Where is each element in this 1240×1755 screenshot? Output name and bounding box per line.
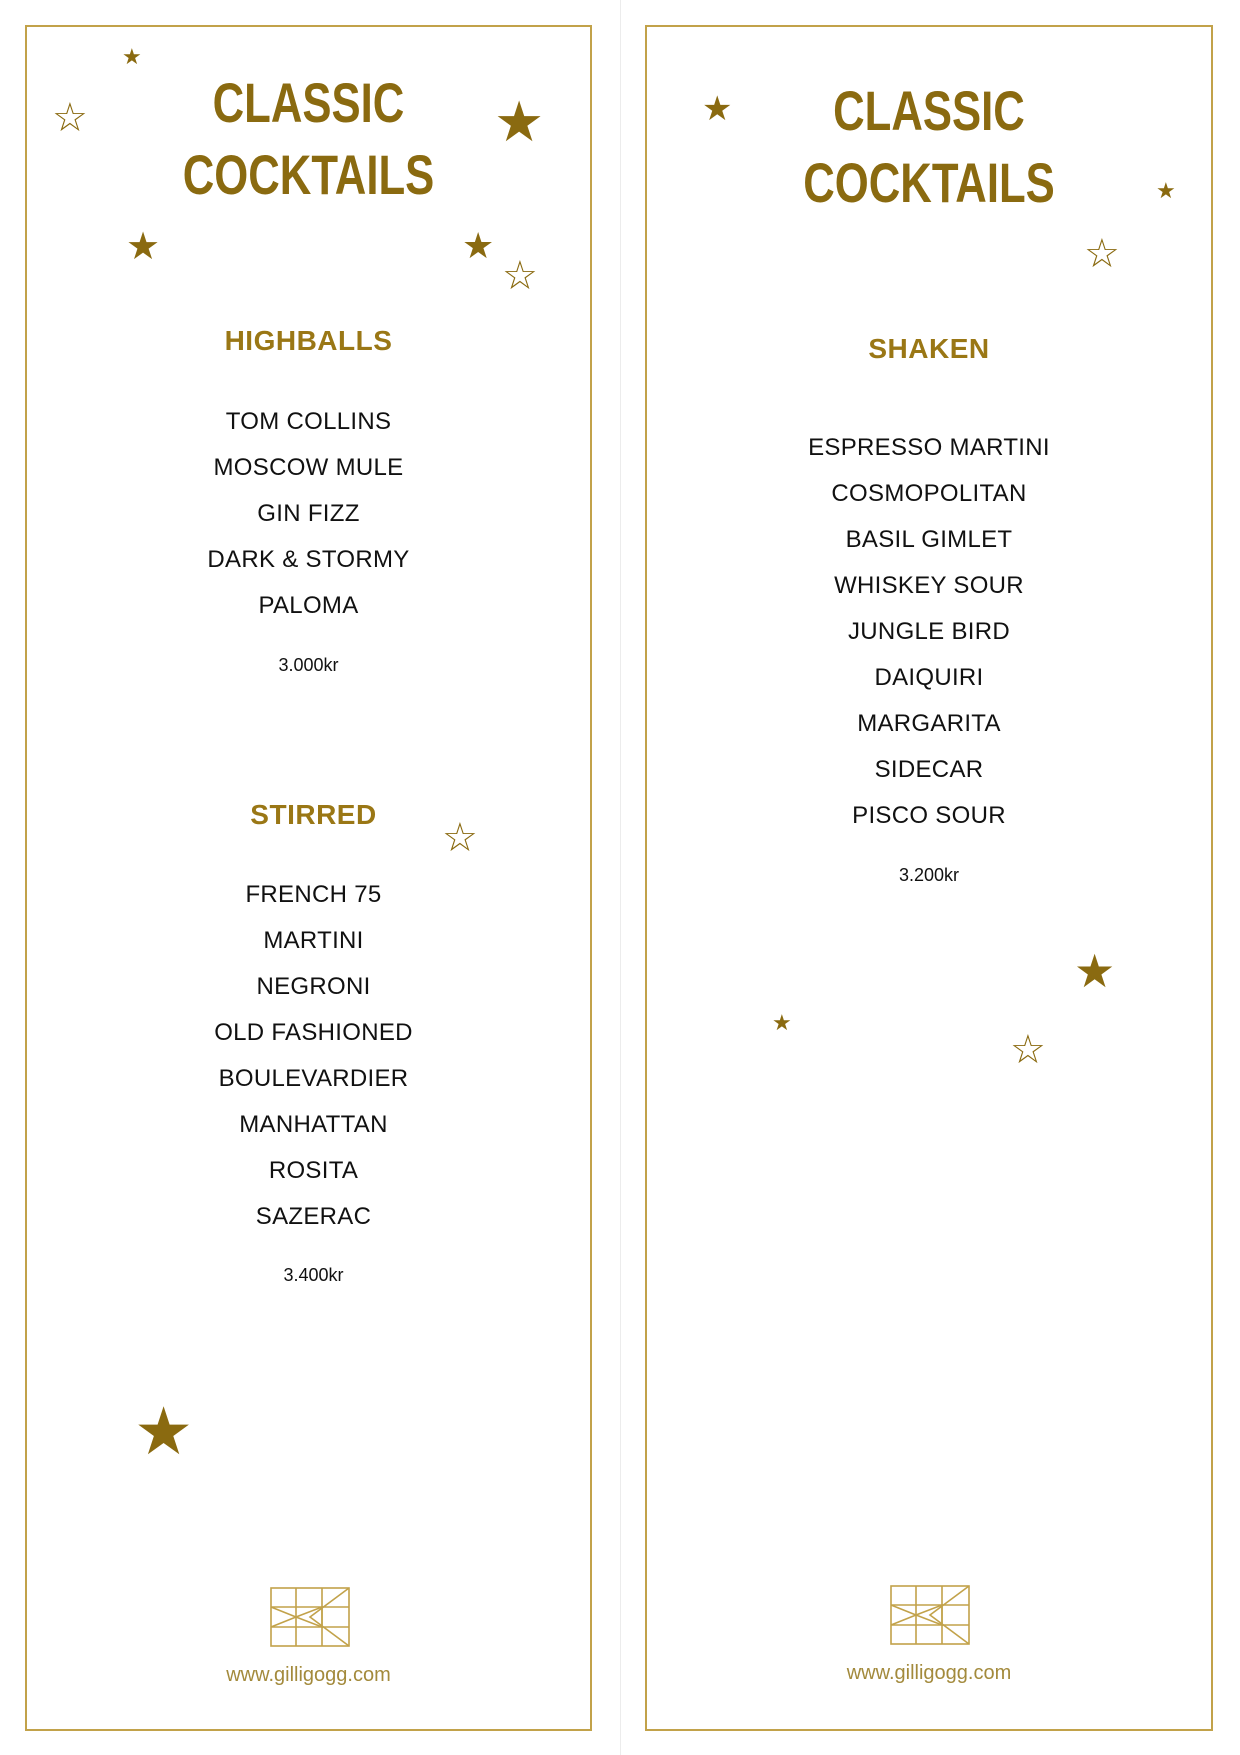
website-url: www.gilligogg.com xyxy=(846,1662,1012,1684)
menu-title-line2: COCKTAILS xyxy=(803,151,1055,214)
star-filled-icon: ★ xyxy=(494,90,545,153)
star-outline-icon: ☆ xyxy=(1084,232,1120,276)
star-outline-icon: ☆ xyxy=(1010,1028,1046,1072)
star-filled-icon: ★ xyxy=(702,90,733,128)
list-item: BOULEVARDIER xyxy=(218,1065,409,1092)
list-item: MARGARITA xyxy=(857,710,1001,737)
star-filled-icon: ★ xyxy=(122,44,142,69)
gilligogg-logo-icon xyxy=(270,1587,350,1647)
star-filled-icon: ★ xyxy=(1156,178,1176,203)
list-item: DAIQUIRI xyxy=(874,664,984,691)
star-filled-icon: ★ xyxy=(126,226,161,268)
star-outline-icon: ☆ xyxy=(502,254,538,298)
list-item: MOSCOW MULE xyxy=(213,454,404,481)
list-item: PALOMA xyxy=(258,592,359,619)
shaken-list xyxy=(647,425,1211,839)
list-item: TOM COLLINS xyxy=(225,408,392,435)
star-filled-icon: ★ xyxy=(462,225,495,266)
list-item: DARK & STORMY xyxy=(207,546,410,573)
star-filled-icon: ★ xyxy=(1074,945,1116,997)
list-item: PISCO SOUR xyxy=(852,802,1006,829)
price-stirred: 3.400kr xyxy=(283,1265,344,1285)
price-shaken: 3.200kr xyxy=(898,865,960,885)
star-outline-icon: ☆ xyxy=(442,816,478,860)
list-item: MARTINI xyxy=(263,927,364,954)
star-filled-icon: ★ xyxy=(134,1394,194,1468)
list-item: SIDECAR xyxy=(874,756,984,783)
list-item: WHISKEY SOUR xyxy=(834,572,1024,599)
star-filled-icon: ★ xyxy=(772,1010,792,1035)
list-item: MANHATTAN xyxy=(239,1111,388,1138)
stirred-list xyxy=(32,872,595,1240)
website-url: www.gilligogg.com xyxy=(226,1664,391,1686)
section-title-highballs: HIGHBALLS xyxy=(224,325,393,356)
list-item: NEGRONI xyxy=(256,973,371,1000)
list-item: BASIL GIMLET xyxy=(845,526,1013,553)
star-outline-icon: ☆ xyxy=(52,96,88,140)
menu-title-line2: COCKTAILS xyxy=(182,143,435,206)
list-item: ROSITA xyxy=(268,1157,359,1184)
menu-title xyxy=(709,75,1149,219)
list-item: SAZERAC xyxy=(255,1203,372,1230)
section-title-shaken: SHAKEN xyxy=(868,333,990,364)
menu-title-line1: CLASSIC xyxy=(212,71,405,134)
menu-title xyxy=(89,67,528,211)
list-item: GIN FIZZ xyxy=(257,500,360,527)
gilligogg-logo-icon xyxy=(890,1585,970,1645)
menu-title-line1: CLASSIC xyxy=(833,79,1025,142)
list-item: OLD FASHIONED xyxy=(214,1019,413,1046)
list-item: ESPRESSO MARTINI xyxy=(808,434,1050,461)
highballs-list xyxy=(27,399,590,629)
page-divider xyxy=(620,0,621,1755)
list-item: FRENCH 75 xyxy=(245,881,382,908)
list-item: COSMOPOLITAN xyxy=(831,480,1027,507)
list-item: JUNGLE BIRD xyxy=(848,618,1010,645)
menu-card-right xyxy=(645,25,1213,1731)
section-title-stirred: STIRRED xyxy=(250,799,377,830)
price-highballs: 3.000kr xyxy=(278,655,339,675)
